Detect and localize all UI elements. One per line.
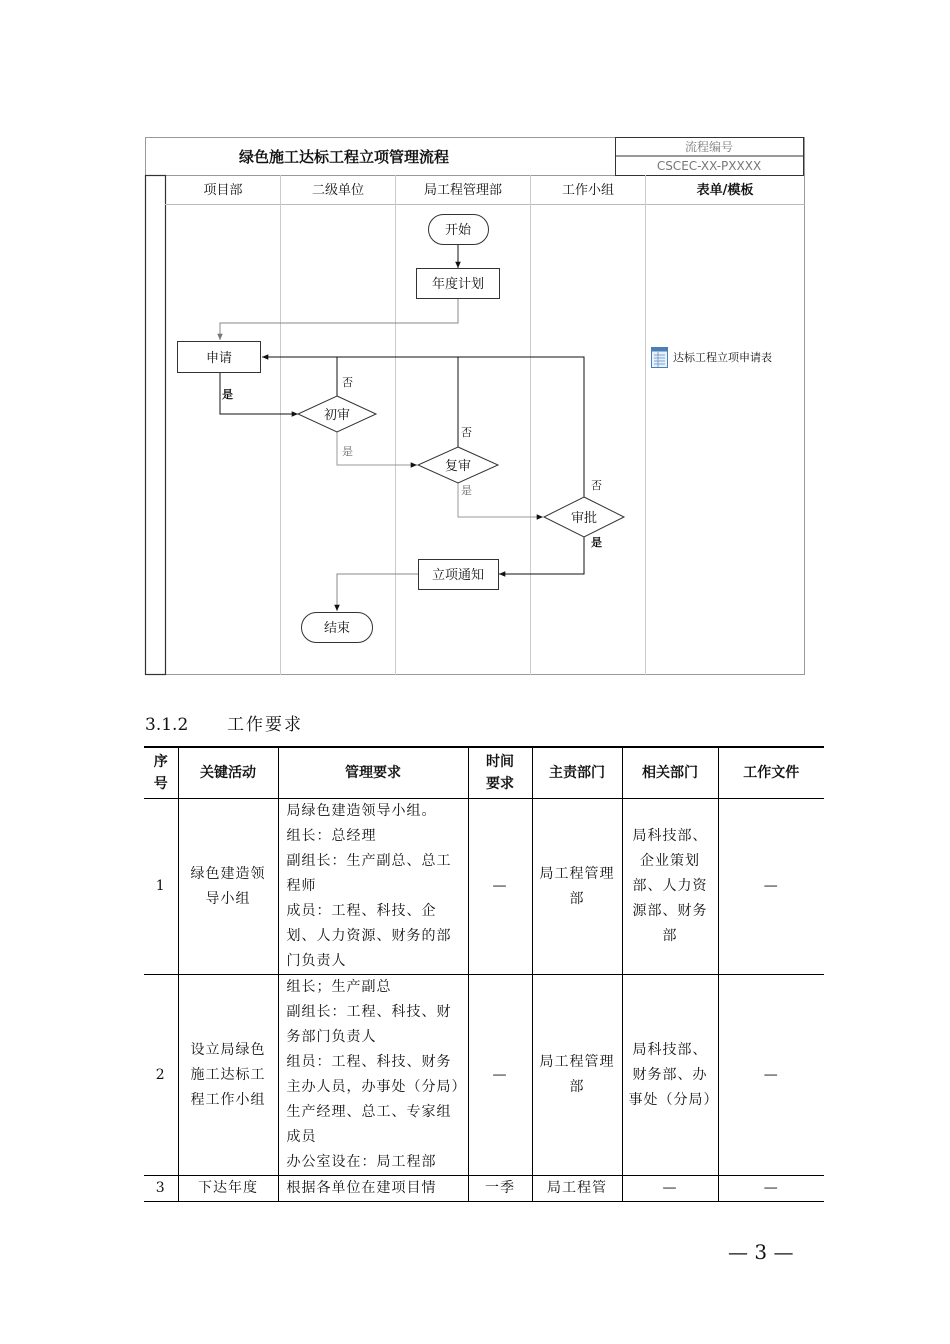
cell-seq: 3: [144, 1176, 178, 1202]
requirement-line: 成员：工程、科技、企划、人力资源、财务的部门负责人: [286, 903, 452, 969]
lane-header-secondary-unit: 二级单位: [311, 183, 365, 198]
cell-activity: 设立局绿色施工达标工程工作小组: [178, 975, 278, 1176]
cell-docs: —: [718, 975, 824, 1176]
cell-requirement: [278, 975, 468, 1176]
cell-time: —: [468, 799, 532, 975]
cell-seq: 2: [144, 975, 178, 1176]
cell-related-dept: —: [622, 1176, 718, 1202]
cell-lead-dept: 局工程管: [532, 1176, 622, 1202]
requirement-line: 副组长：生产副总、总工程师: [286, 853, 452, 894]
lane-header-project: 项目部: [203, 183, 243, 198]
label-yes: 是: [461, 484, 472, 497]
requirement-line: 组长：总经理: [286, 828, 377, 844]
header-related-dept: 相关部门: [622, 747, 718, 799]
page-number: — 3 —: [728, 1240, 794, 1264]
section-heading: [145, 710, 303, 735]
table-row: [144, 799, 824, 975]
node-annual-plan-label: 年度计划: [431, 277, 485, 292]
label-yes: 是: [591, 536, 602, 549]
lane-header-working-group: 工作小组: [561, 183, 615, 198]
header-activity: 关键活动: [178, 747, 278, 799]
header-lead-dept: 主责部门: [532, 747, 622, 799]
edge-approve-yes: [499, 537, 584, 574]
requirement-line: 组员：工程、科技、财务主办人员，办事处（分局）生产经理、总工、专家组成员: [286, 1054, 460, 1145]
cell-activity: 绿色建造领导小组: [178, 799, 278, 975]
edge-notice-end: [337, 574, 418, 611]
edge-plan-apply: [220, 299, 458, 340]
cell-lead-dept: 局工程管理部: [532, 975, 622, 1176]
requirement-line: 组长；生产副总: [286, 979, 392, 995]
cell-docs: —: [718, 799, 824, 975]
label-yes: 是: [342, 445, 353, 458]
node-approve-label: 审批: [570, 511, 598, 526]
label-no: 否: [342, 376, 353, 389]
pool-bar: [146, 176, 166, 675]
label-no: 否: [591, 479, 602, 492]
header-requirement: 管理要求: [278, 747, 468, 799]
table-row: [144, 1176, 824, 1202]
node-first-review-label: 初审: [323, 408, 351, 423]
process-code-label: 流程编号: [684, 140, 734, 154]
flowchart-title: 绿色施工达标工程立项管理流程: [238, 148, 450, 166]
lane-header-forms: 表单/模板: [696, 183, 754, 198]
table-header-row: [144, 747, 824, 799]
header-time: 时间要求: [468, 747, 532, 799]
cell-related-dept: 局科技部、企业策划部、人力资源部、财务部: [622, 799, 718, 975]
work-requirements-table: [144, 746, 824, 1202]
spreadsheet-icon: [652, 348, 668, 368]
table-row: [144, 975, 824, 1176]
section-number: 3.1.2: [145, 715, 189, 735]
node-apply-label: 申请: [205, 351, 233, 366]
cell-time: —: [468, 975, 532, 1176]
section-title: 工作要求: [227, 715, 303, 735]
edge-approve-no: [262, 357, 584, 497]
cell-requirement: [278, 1176, 468, 1202]
cell-docs: —: [718, 1176, 824, 1202]
cell-activity: 下达年度: [178, 1176, 278, 1202]
label-no: 否: [461, 426, 472, 439]
lane-header-engineering-dept: 局工程管理部: [423, 183, 503, 198]
cell-lead-dept: 局工程管理部: [532, 799, 622, 975]
cell-requirement: [278, 799, 468, 975]
form-doc-label: 达标工程立项申请表: [673, 351, 772, 364]
label-yes: 是: [222, 388, 233, 401]
cell-related-dept: 局科技部、财务部、办事处（分局）: [622, 975, 718, 1176]
cell-seq: 1: [144, 799, 178, 975]
cell-time: 一季: [468, 1176, 532, 1202]
node-approval-notice-label: 立项通知: [431, 568, 485, 583]
requirement-line: 副组长：工程、科技、财务部门负责人: [286, 1004, 452, 1045]
process-code-value: CSCEC-XX-PXXXX: [656, 159, 762, 173]
requirement-line: 办公室设在：局工程部: [286, 1154, 437, 1170]
requirement-line: 根据各单位在建项目情: [286, 1180, 437, 1196]
header-docs: 工作文件: [718, 747, 824, 799]
header-seq: 序号: [144, 747, 178, 799]
requirement-line: 局绿色建造领导小组。: [286, 803, 437, 819]
node-second-review-label: 复审: [444, 459, 472, 474]
node-start-label: 开始: [444, 223, 472, 238]
node-end-label: 结束: [323, 621, 351, 636]
